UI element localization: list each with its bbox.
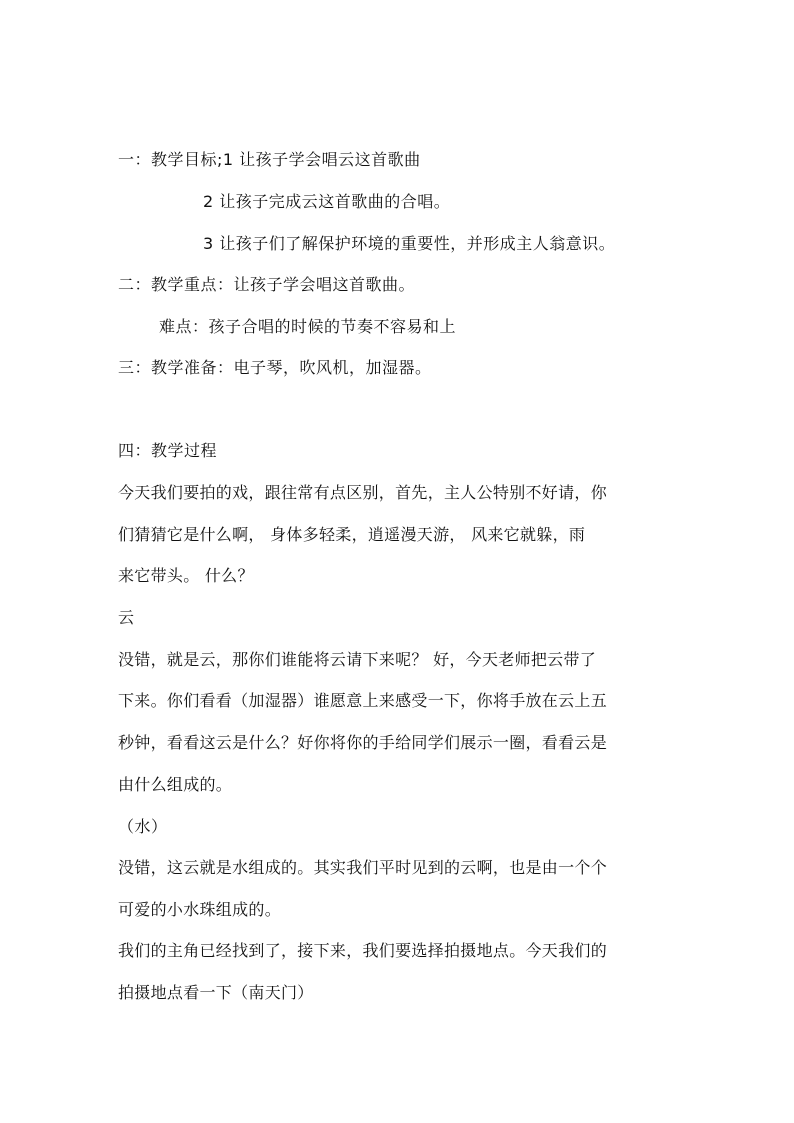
- answer-cloud: 云: [118, 608, 135, 627]
- process-heading: 四：教学过程: [118, 441, 218, 460]
- paragraph-line: 拍摄地点看一下（南天门）: [118, 983, 314, 1002]
- paragraph-line: 可爱的小水珠组成的。: [118, 900, 282, 919]
- answer-water: （水）: [118, 817, 168, 836]
- paragraph-line: 由什么组成的。: [118, 775, 233, 794]
- objective-line-1: 一：教学目标;1 让孩子学会唱云这首歌曲: [118, 150, 421, 169]
- paragraph-line: 秒钟，看看这云是什么？好你将你的手给同学们展示一圈，看看云是: [118, 733, 608, 752]
- paragraph-line: 下来。你们看看（加湿器）谁愿意上来感受一下，你将手放在云上五: [118, 691, 608, 710]
- paragraph-line: 我们的主角已经找到了，接下来，我们要选择拍摄地点。今天我们的: [118, 941, 608, 960]
- paragraph-line: 今天我们要拍的戏，跟往常有点区别，首先，主人公特别不好请，你: [118, 483, 608, 502]
- key-point-line: 二：教学重点：让孩子学会唱这首歌曲。: [118, 275, 416, 294]
- paragraph-line: 没错，就是云，那你们谁能将云请下来呢？ 好，今天老师把云带了: [118, 650, 597, 669]
- objective-line-2: 2 让孩子完成云这首歌曲的合唱。: [203, 192, 451, 211]
- difficulty-line: 难点：孩子合唱的时候的节奏不容易和上: [159, 317, 457, 336]
- preparation-line: 三：教学准备：电子琴，吹风机，加湿器。: [118, 358, 432, 377]
- objective-line-3: 3 让孩子们了解保护环境的重要性，并形成主人翁意识。: [203, 234, 616, 253]
- paragraph-line: 没错，这云就是水组成的。其实我们平时见到的云啊，也是由一个个: [118, 858, 608, 877]
- paragraph-line: 来它带头。 什么？: [118, 566, 254, 585]
- paragraph-line: 们猜猜它是什么啊， 身体多轻柔，逍遥漫天游， 风来它就躲，雨: [118, 525, 586, 544]
